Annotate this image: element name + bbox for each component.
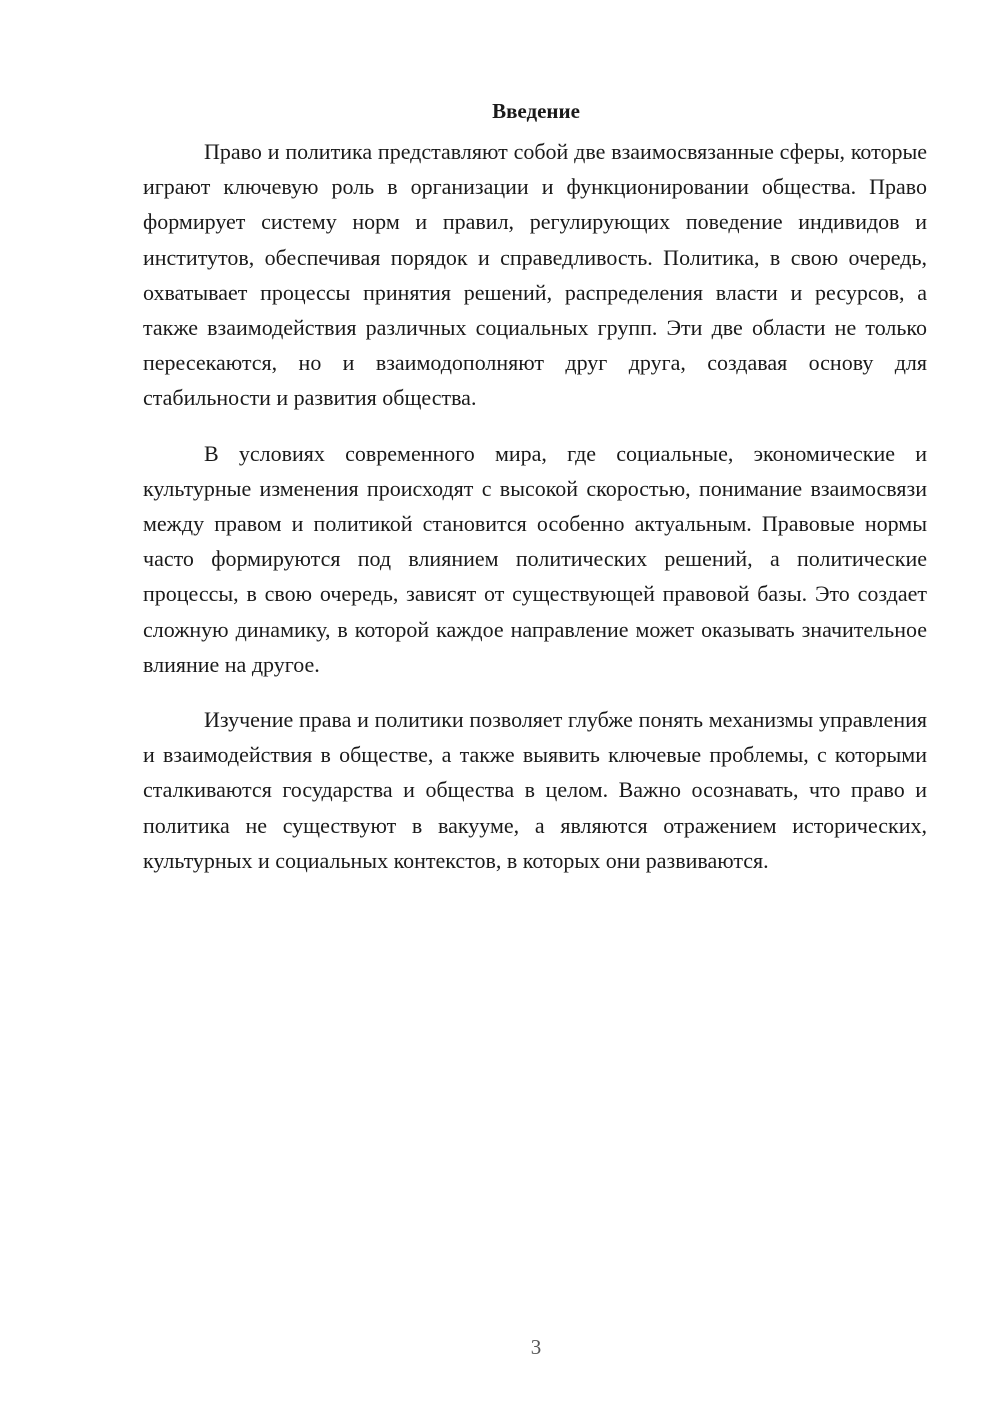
page-number: 3 xyxy=(530,1335,542,1359)
paragraph-1: Право и политика представляют собой две взаимосвязанные сферы, которые играют ключевую роль в организации и функционировании общества. Право формирует систему норм и правил, регулирующих поведение индивидов и институтов, обеспечивая порядок и справедливость. Политика, в свою очередь, охватывает процессы принятия решений, распределения власти и ресурсов, а также взаимодействия различных социальных групп. Эти две области не только пересекаются, но и взаимодополняют друг друга, создавая основу для стабильности и развития общества. xyxy=(143,139,927,411)
section-title: Введение xyxy=(492,99,580,123)
page-content xyxy=(143,96,927,898)
paragraph-3: Изучение права и политики позволяет глубже понять механизмы управления и взаимодействия в обществе, а также выявить ключевые проблемы, с которыми сталкиваются государства и общества в целом. Важно осознавать, что право и политика не существуют в вакууме, а являются отражением исторических, культурных и социальных контекстов, в которых они развиваются. xyxy=(143,707,927,873)
paragraph-2: В условиях современного мира, где социальные, экономические и культурные изменения происходят с высокой скоростью, понимание взаимосвязи между правом и политикой становится особенно актуальным. Правовые нормы часто формируются под влиянием политических решений, а политические процессы, в свою очередь, зависят от существующей правовой базы. Это создает сложную динамику, в которой каждое направление может оказывать значительное влияние на другое. xyxy=(143,440,927,677)
